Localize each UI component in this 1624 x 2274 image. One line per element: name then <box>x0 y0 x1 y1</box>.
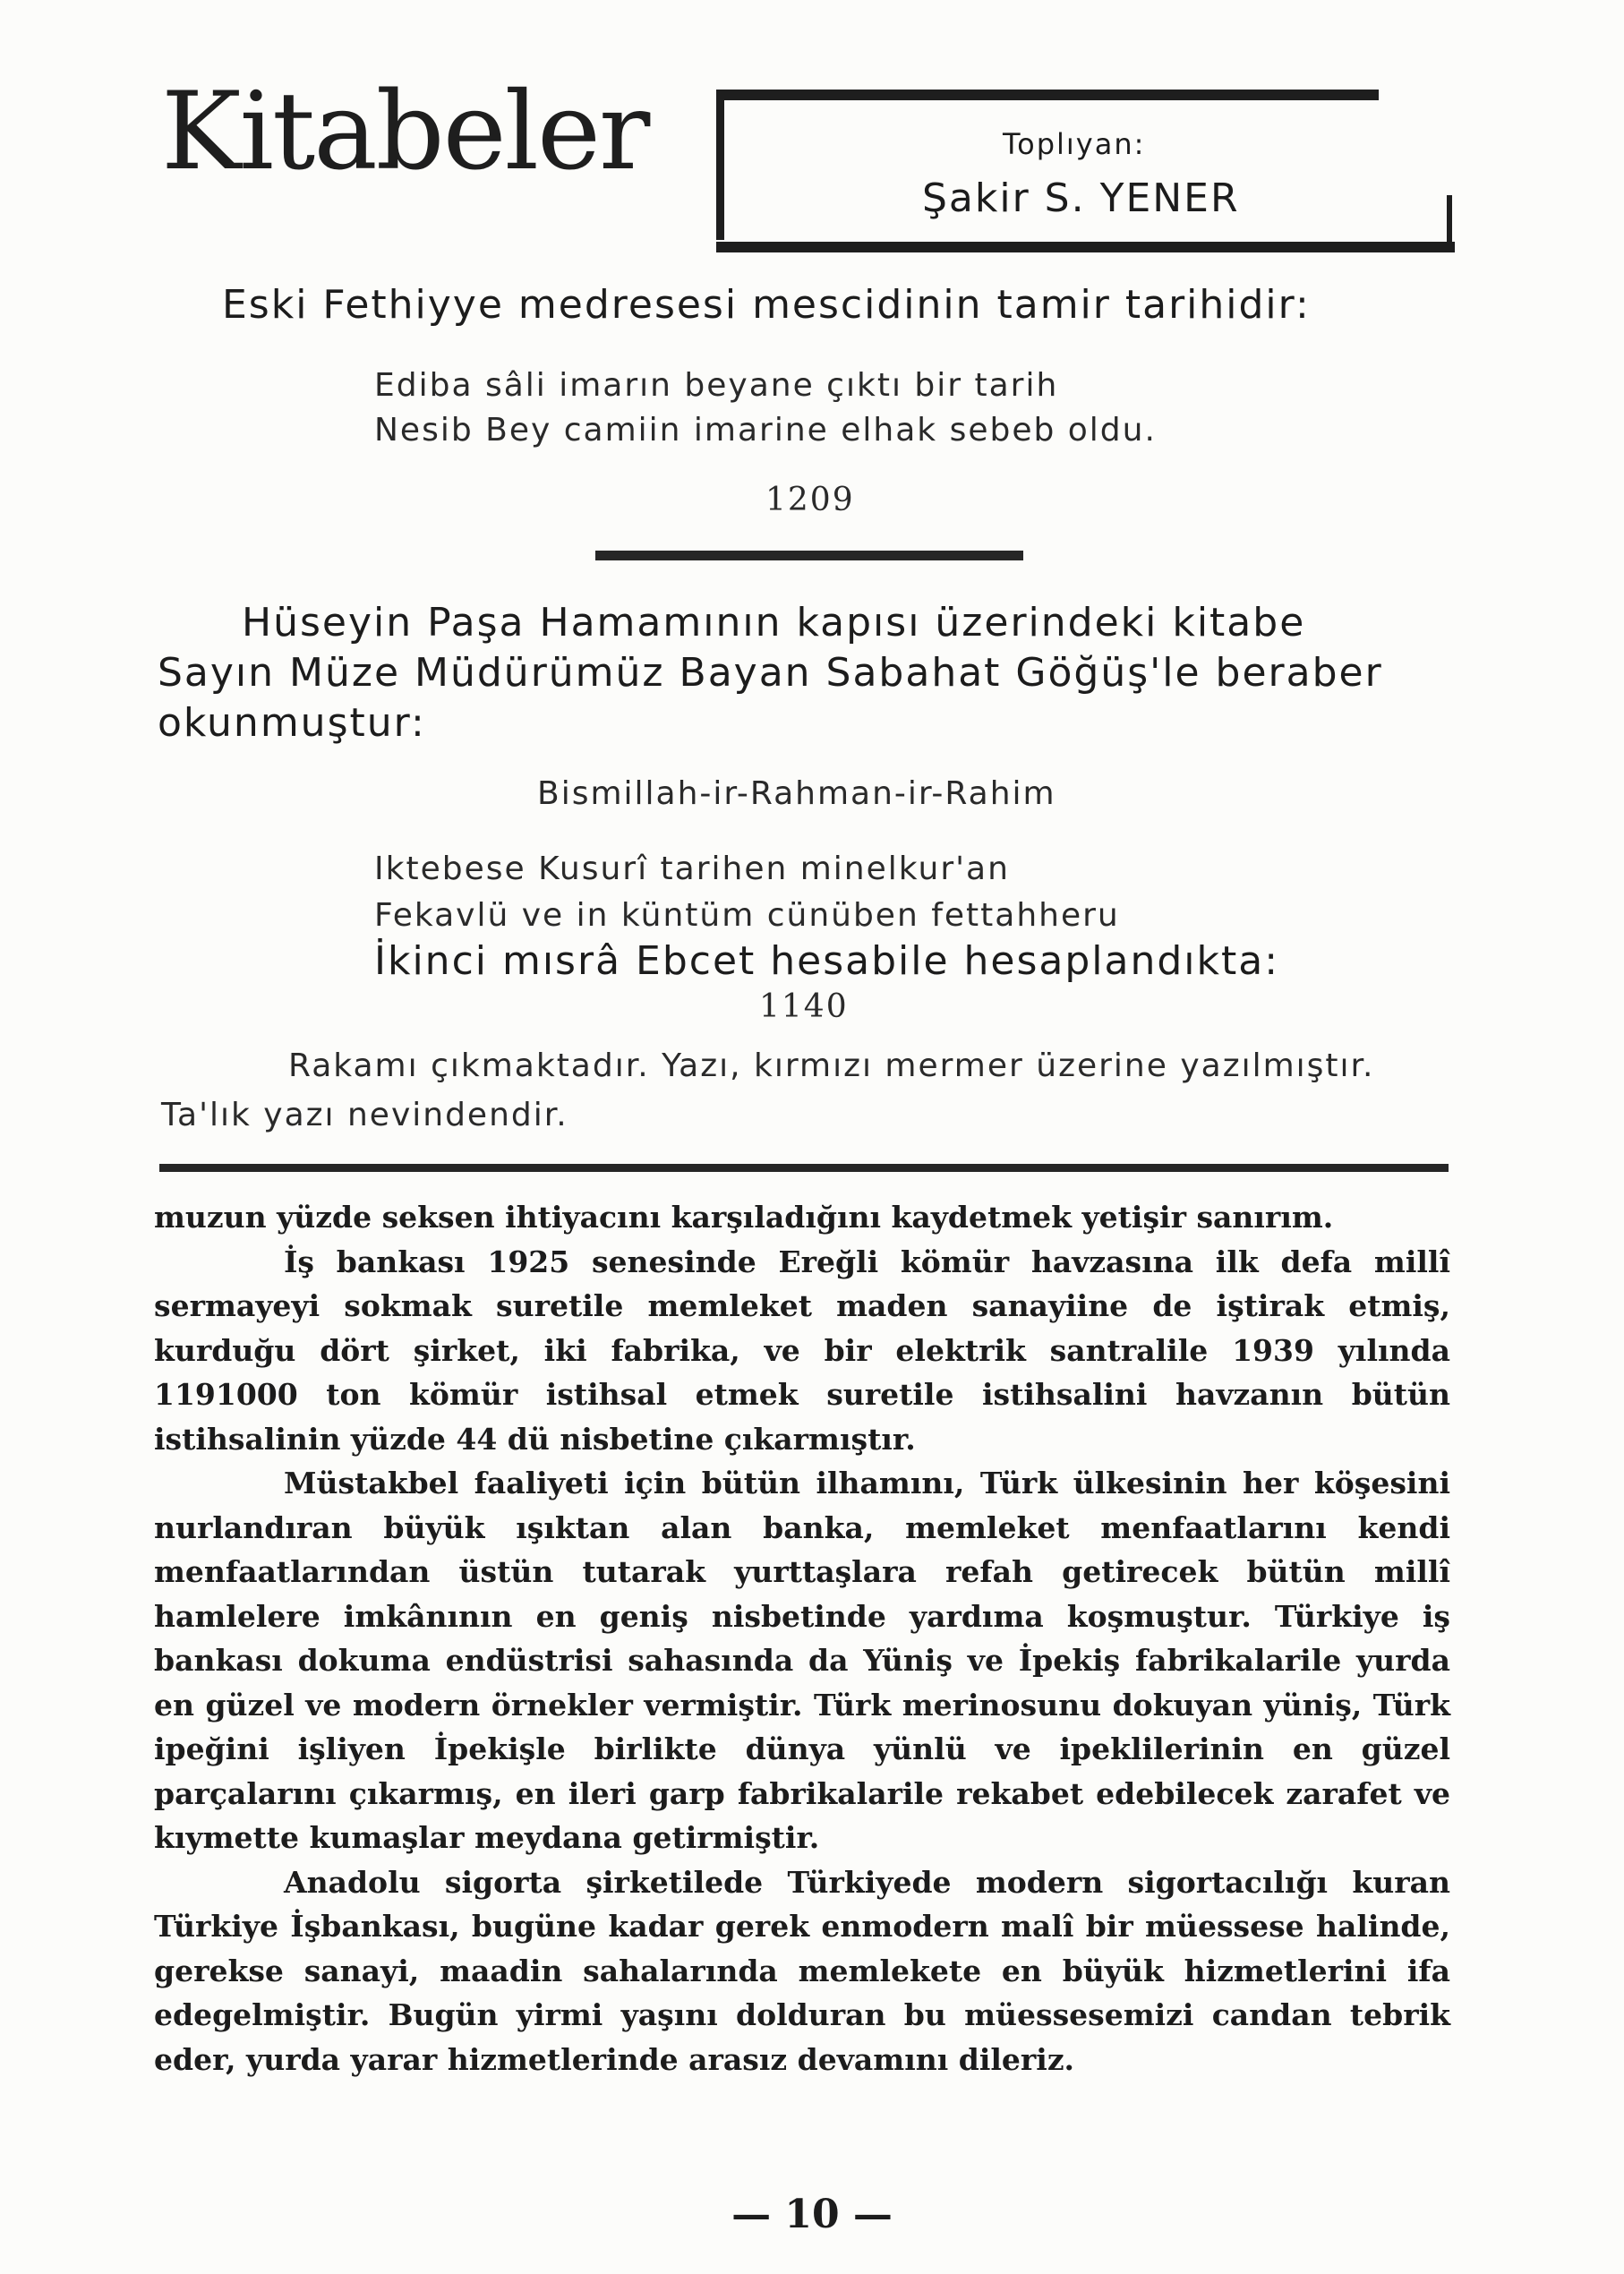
inscription-1-line-2: Nesib Bey camiin imarine elhak sebeb oldu. <box>374 412 1157 449</box>
header-frame-top-rule <box>716 90 1379 100</box>
inscription-1-line-1: Ediba sâli imarın beyane çıktı bir tarih <box>374 367 1059 404</box>
inscription-2-closing-2: Ta'lık yazı nevindendir. <box>161 1097 568 1133</box>
header-frame-bottom-rule <box>716 242 1455 252</box>
inscription-1-heading: Eski Fethiyye medresesi mescidinin tamir tarihidir: <box>222 282 1311 328</box>
article-paragraph-1: muzun yüzde seksen ihtiyacını karşıladığını kaydetmek yetişir sanırım. <box>154 1200 1334 1235</box>
article-divider <box>159 1164 1449 1172</box>
section-divider <box>595 551 1023 560</box>
page-title: Kitabeler <box>161 70 649 194</box>
inscription-1-year: 1209 <box>765 482 855 518</box>
article-paragraph-2: İş bankası 1925 senesinde Ereğli kömür havzasına ilk defa millî sermayeyi sokmak suretile memleket maden sanayiine de iştirak etmiş, kurduğu dört şirket, iki fabrika, ve bir elektrik santralile 1939 yılında 1191000 ton kömür istihsal etmek suretile istihsalini havzanın bütün istihsalinin yüzde 44 dü nisbetine çıkarmıştır. <box>154 1244 1450 1457</box>
inscription-2-heading-line-2: Sayın Müze Müdürümüz Bayan Sabahat Göğüş'le beraber <box>158 650 1383 696</box>
inscription-2-closing-1: Rakamı çıkmaktadır. Yazı, kırmızı mermer üzerine yazılmıştır. <box>288 1047 1375 1084</box>
abjad-number: 1140 <box>759 988 849 1025</box>
inscription-2-line-2: Fekavlü ve in küntüm cünüben fettahheru <box>374 897 1120 934</box>
inscription-2-heading-line-1: Hüseyin Paşa Hamamının kapısı üzerindeki kitabe <box>242 600 1306 645</box>
basmala: Bismillah-ir-Rahman-ir-Rahim <box>537 775 1056 812</box>
compiler-label: Toplıyan: <box>1003 127 1146 161</box>
abjad-calculation-note: İkinci mısrâ Ebcet hesabile hesaplandıkta: <box>374 938 1280 984</box>
header-frame-left-rule <box>716 97 724 240</box>
article-paragraph-3: Müstakbel faaliyeti için bütün ilhamını, Türk ülkesinin her köşesini nurlandıran büyük ışıktan alan banka, memleket menfaatlarını kendi menfaatlarından üstün tutarak yurttaşlara refah getirecek bütün millî hamlelere imkânının en geniş nisbetinde yardıma koşmuştur. Türkiye iş bankası dokuma endüstrisi sahasında da Yüniş ve İpekiş fabrikalarile yurda en güzel ve modern örnekler vermiştir. Türk merinosunu dokuyan yüniş, Türk ipeğini işliyen İpekişle birlikte dünya yünlü ve ipeklilerinin en güzel parçalarını çıkarmış, en ileri garp fabrikalarile rekabet edebilecek zarafet ve kıymette kumaşlar meydana getirmiştir. <box>154 1466 1450 1855</box>
article-body <box>154 1195 1450 2082</box>
inscription-2-heading-line-3: okunmuştur: <box>158 700 426 746</box>
header-frame-right-tick <box>1447 195 1452 242</box>
inscription-2-line-1: Iktebese Kusurî tarihen minelkur'an <box>374 851 1010 887</box>
page-number: — 10 — <box>731 2192 893 2237</box>
article-paragraph-4: Anadolu sigorta şirketilede Türkiyede modern sigortacılığı kuran Türkiye İşbankası, bugüne kadar gerek enmodern malî bir müessese halinde, gerekse sanayi, maadin sahalarında memlekete en büyük hizmetlerini ifa edegelmiştir. Bugün yirmi yaşını dolduran bu müessesemizi candan tebrik eder, yurda yarar hizmetlerinde arasız devamını dileriz. <box>154 1864 1450 2077</box>
compiler-name: Şakir S. YENER <box>922 175 1240 221</box>
